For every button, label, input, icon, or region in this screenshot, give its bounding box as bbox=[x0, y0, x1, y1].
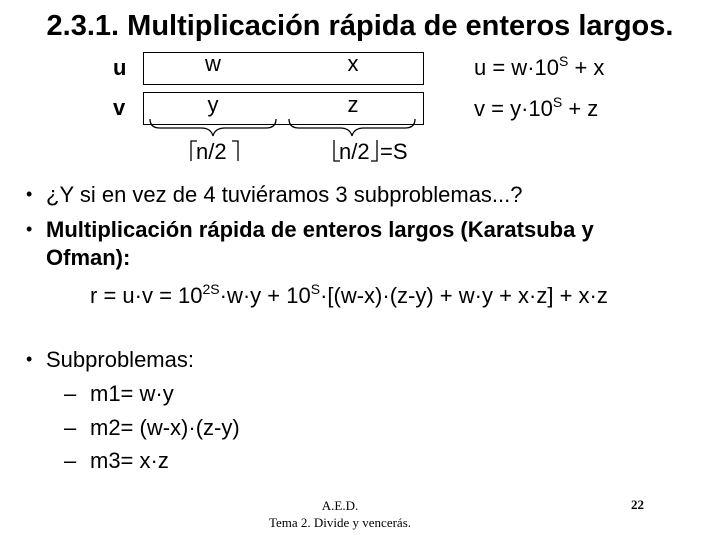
row-label-v: v bbox=[113, 95, 126, 120]
subproblem-m3: m3= x·z bbox=[90, 448, 169, 473]
s-definition: =S bbox=[380, 139, 408, 164]
cell-x: x bbox=[347, 51, 359, 76]
floor-right bbox=[371, 140, 377, 161]
ceil-label: n/2 bbox=[196, 139, 227, 164]
subproblem-m2: m2= (w-x)·(z-y) bbox=[90, 415, 240, 440]
footer-course: A.E.D. bbox=[321, 498, 359, 513]
slide-title: 2.3.1. Multiplicación rápida de enteros largos. bbox=[46, 10, 674, 42]
sub-dash-1: – bbox=[64, 381, 77, 406]
karatsuba-formula: $r = u\cdot v = 10^{2S}\cdot w\cdot y + 10^S\cdot[(w-x)\cdot(z-y) + w\cdot y + x\cdot z] + x\cdot z$ bbox=[90, 281, 608, 308]
cell-z: z bbox=[347, 92, 359, 117]
ceil-right bbox=[232, 141, 238, 161]
bullet-dot-3: • bbox=[26, 349, 33, 369]
page-number: 22 bbox=[631, 497, 644, 512]
footer-topic: Tema 2. Divide y vencerás. bbox=[268, 515, 412, 530]
subproblem-m1: m1= w·y bbox=[90, 381, 174, 406]
cell-w: w bbox=[205, 51, 221, 76]
bullet-dot-1: • bbox=[26, 184, 33, 204]
floor-label: n/2 bbox=[339, 139, 370, 164]
sub-dash-2: – bbox=[64, 415, 77, 440]
right-brace bbox=[289, 119, 415, 136]
footer bbox=[240, 497, 440, 531]
cell-y: y bbox=[207, 92, 219, 117]
equation-u: $u = w\cdot 10^S + x$ bbox=[474, 53, 605, 80]
left-brace bbox=[150, 119, 276, 136]
row-label-u: u bbox=[113, 55, 127, 80]
bullet-dot-2: • bbox=[26, 219, 33, 239]
sub-dash-3: – bbox=[64, 448, 77, 473]
bullet-question: ¿Y si en vez de 4 tuviéramos 3 subproblemas...? bbox=[46, 182, 523, 207]
bullet-karatsuba: Multiplicación rápida de enteros largos (Karatsuba y Ofman): bbox=[46, 217, 594, 270]
bullet-subproblems: Subproblemas: bbox=[46, 347, 194, 372]
equation-v: $v = y\cdot 10^S + z$ bbox=[474, 94, 599, 121]
